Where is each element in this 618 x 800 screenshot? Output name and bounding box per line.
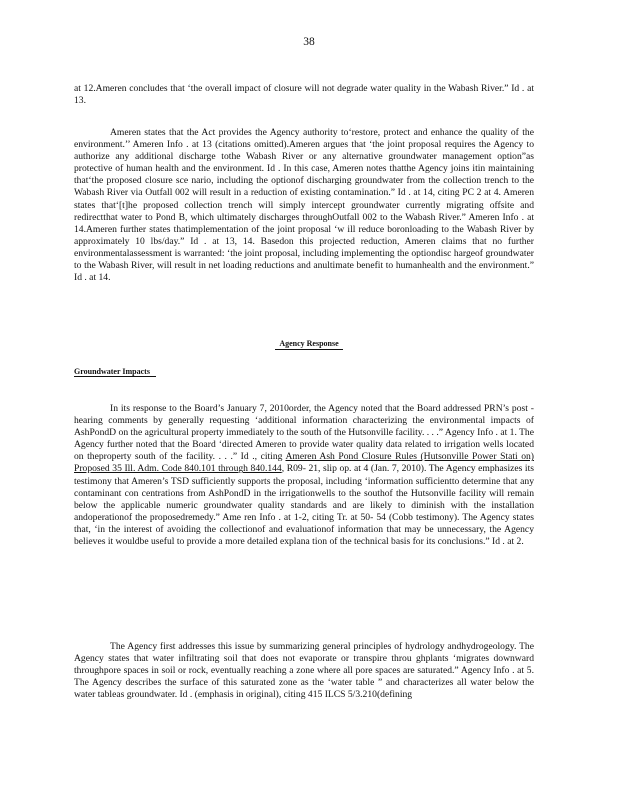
section-heading-agency-response (0, 339, 618, 348)
paragraph-2-text: Ameren states that the Act provides the Agency authority to‘restore, protect and enhance the quality of the environment.’’ Ameren Info . at 13 (citations omitted).Ameren argues that ‘the joint proposal requires the Agency to authorize any additional discharge tothe Wabash River or any alternative groundwater management option”as protective of human health and the environment. Id . In this case, Ameren notes thatthe Agency joins itin maintaining that‘the proposed closure sce nario, including the optionof discharging groundwater from the collection trench to the Wabash River via Outfall 002 will result in a reduction of existing contamination.” Id . at 14, citing PC 2 at 4. Ameren states that‘[t]he proposed collection trench will simply intercept groundwater currently migrating offsite and redirectthat water to Pond B, which ultimately discharges throughOutfall 002 to the Wabash River.” Ameren Info . at 14.Ameren further states thatimplementation of the joint proposal ‘w ill reduce boronloading to the Wabash River by approximately 10 lbs/day.” Id . at 13, 14. Basedon this projected reduction, Ameren claims that no further environmentalassessment is warranted: ‘the joint proposal, including implementing the optiondisc hargeof groundwater to the Wabash River, will result in net loading reductions and anultimate benefit to humanhealth and the environment.” Id . at 14. (74, 126, 534, 284)
paragraph-3-text-end: , R09- 21, slip op. at 4 (Jan. 7, 2010). The Agency emphasizes its testimony that Ameren’s TSD sufficiently supports the proposal, including ‘information sufficientto determine that any contaminant con centrations from AshPondD in the irrigationwells to the southof the Hutsonville facility will remain below the applicable numeric groundwater quality standards and are likely to diminish with the installation andoperationof the proposedremedy.” Ame ren Info . at 1-2, citing Tr. at 50- 54 (Cobb testimony). The Agency states that, ‘in the interest of avoiding the collectionof and evaluationof information that may be unnecessary, the Agency believes it wouldbe useful to provide a more detailed explana tion of the technical basis for its conclusions.” Id . at 2. (74, 463, 534, 548)
paragraph-3 (74, 403, 534, 549)
paragraph-3-text-start: In its response to the Board’s January 7, 2010order, the Agency noted that the Board addressed PRN’s post - hearing comments by generally requesting ‘additional information characterizing the environmental impacts of AshPondD on the agricultural property immediately to the south of the Hutsonville facility. . . .” Agency Info . at 1. The Agency further noted that the Board ‘directed Ameren to provide water quality data related to irrigation wells located on theproperty south of the facility. . . .” Id ., citing (74, 402, 534, 463)
paragraph-2 (74, 127, 534, 285)
paragraph-4-text: The Agency first addresses this issue by summarizing general principles of hydrology andhydrogeology. The Agency states that water infiltrating soil that does not evaporate or transpire throu ghplants ‘migrates downward throughpore spaces in soil or rock, eventually reaching a zone where all pore spaces are saturated.” Agency Info . at 5. The Agency describes the surface of this saturated zone as the ‘water table ” and characterizes all water below the water tableas groundwater. Id . (emphasis in original), citing 415 ILCS 5/3.210(defining (74, 640, 534, 701)
case-citation: Ameren Ash Pond Closure Rules (Hutsonville Power Stati on) Proposed 35 Ill. Adm. Code 840.101 through 840.144 (74, 451, 534, 475)
page-number: 38 (303, 36, 315, 48)
agency-response-label: Agency Response (275, 339, 342, 350)
subsection-heading-groundwater-impacts: Groundwater Impacts (74, 367, 156, 377)
paragraph-1: at 12.Ameren concludes that ‘the overall impact of closure will not degrade water quality in the Wabash River.” Id . at 13. (74, 82, 534, 106)
paragraph-4 (74, 641, 534, 702)
